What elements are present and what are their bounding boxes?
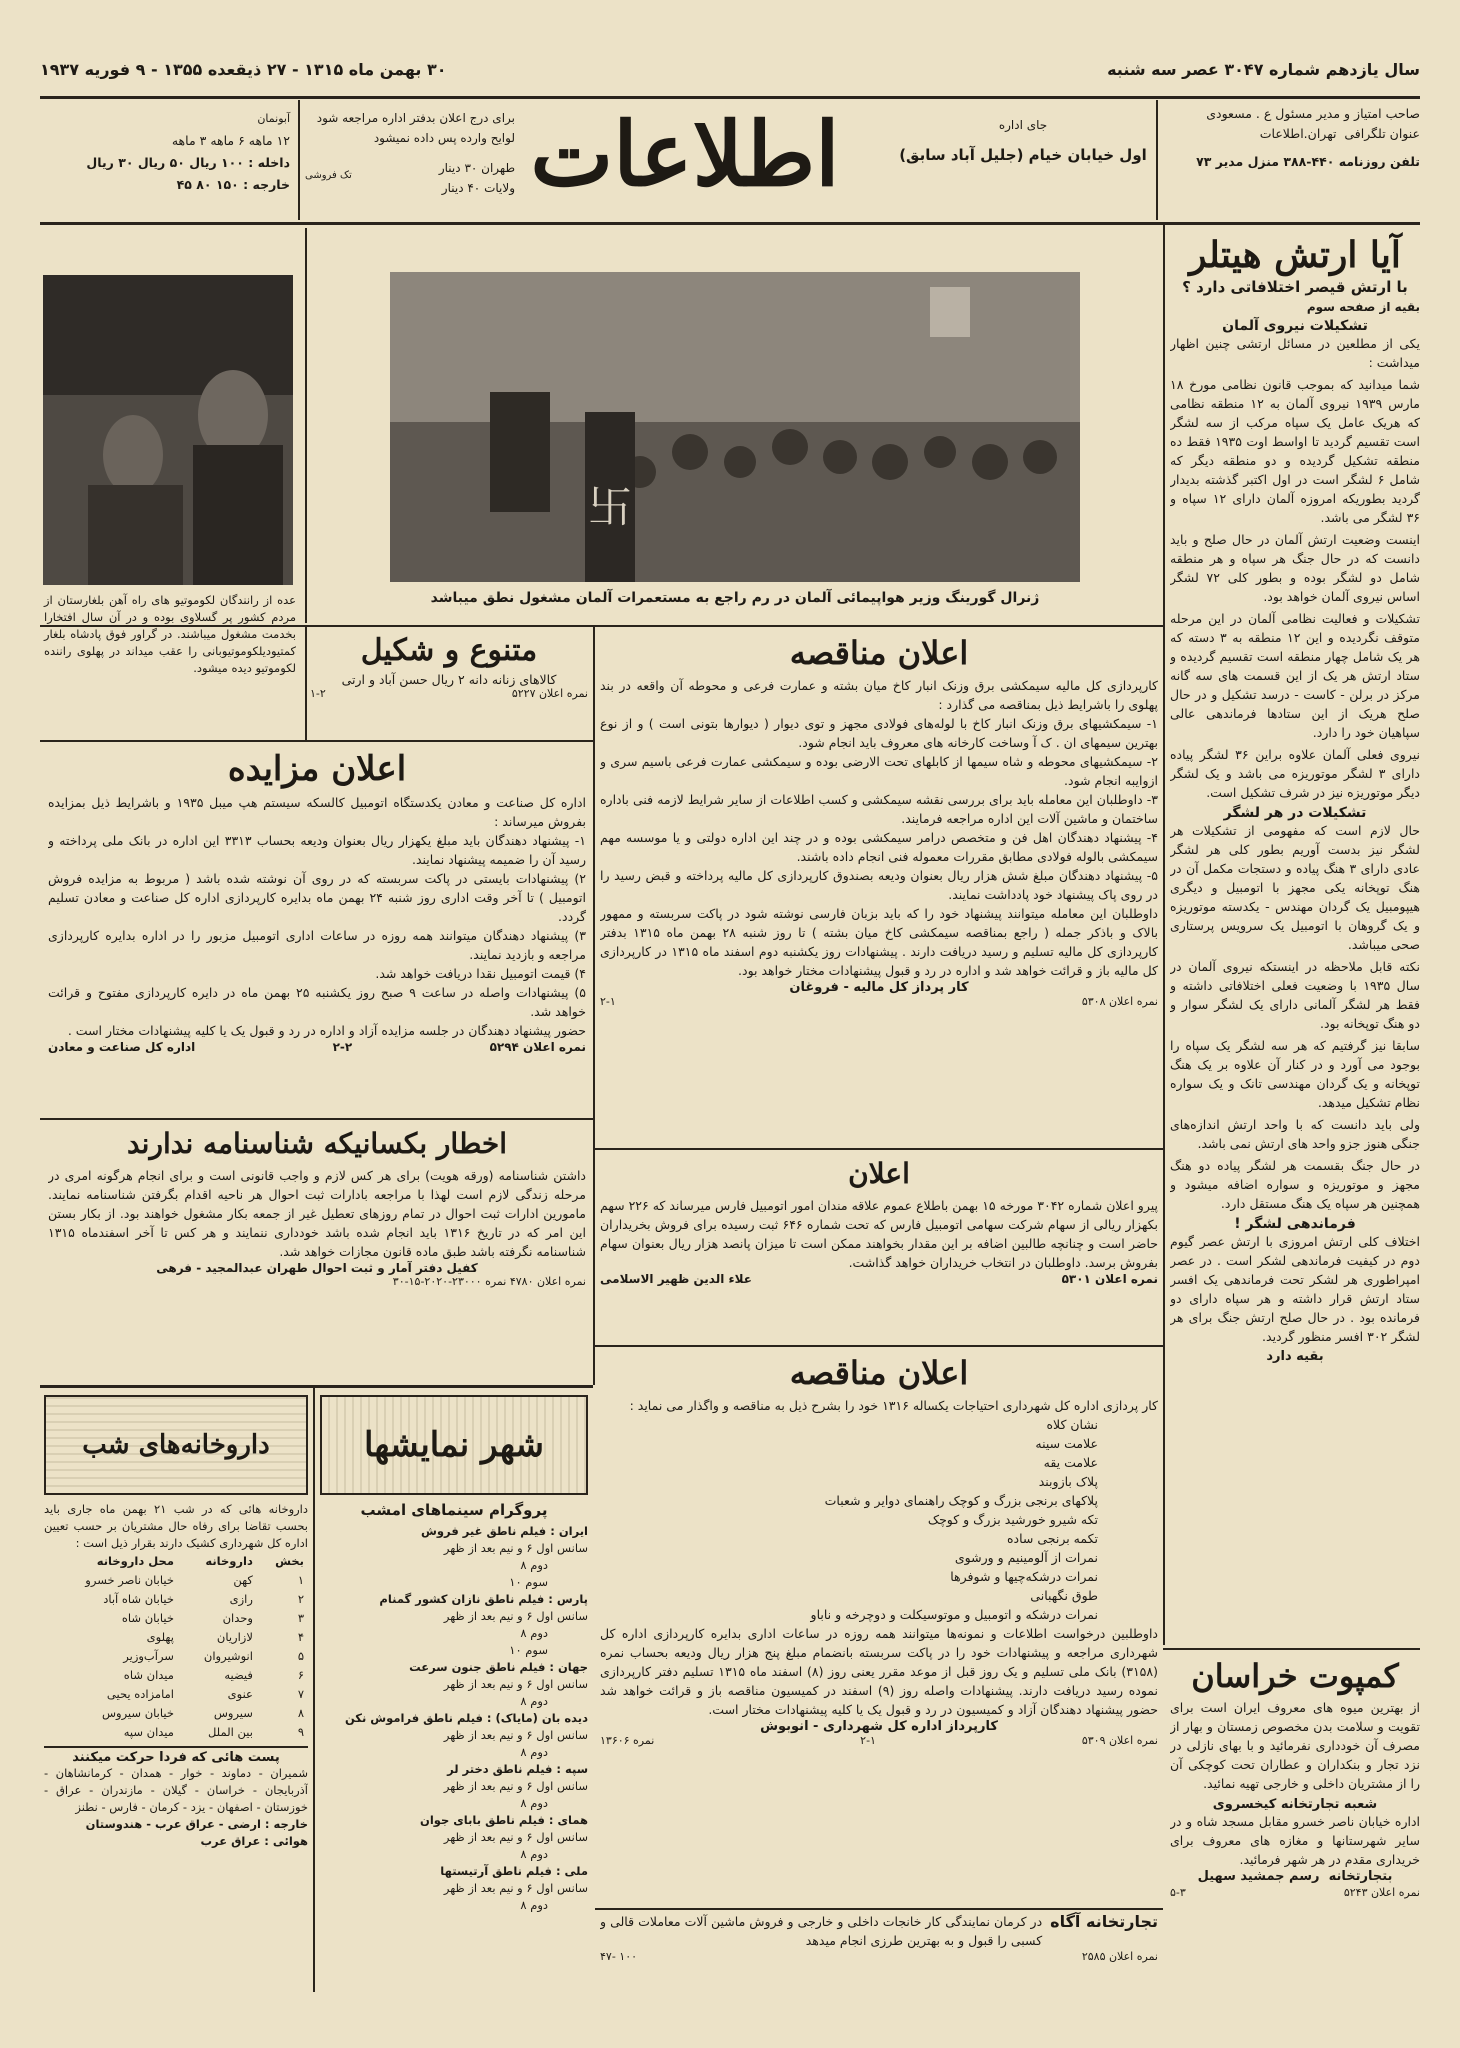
monaqese2-item: نمرات درشکه‌چیها و شوفرها [950, 1569, 1098, 1584]
monaqese1-title: اعلان مناقصه [789, 634, 969, 672]
sub-label: آبونمان [257, 112, 290, 125]
newspaper-title: اطلاعات [530, 102, 840, 206]
cinema-banner [320, 1395, 588, 1495]
cinema-title: پروگرام سینماهای امشب [360, 1501, 548, 1519]
agah-body: در کرمان نمایندگی کار خانجات داخلی و خارجی و فروش ماشین آلات معاملات قالی و کسبی را قبول و به بهترین طرزی انجام میدهد [600, 1914, 1043, 1948]
hitler-cont: بقیه از صفحه سوم [1306, 300, 1420, 314]
cinema-item: همای : فیلم ناطق بابای جوان سانس اول ۶ و نیم بعد از ظهر دوم ۸ [420, 1813, 588, 1861]
kompot-num: نمره اعلان ۵۲۴۳ [1343, 1886, 1420, 1899]
elan-title: اعلان [848, 1157, 910, 1190]
mozayede-item: ۵) پیشنهادات واصله در ساعت ۹ صبح روز یکشنبه ۲۵ بهمن ماه در دایره کارپردازی مفتوح و قرائت خواهد شد. [48, 985, 586, 1019]
monaqese2-item: نمرات درشکه و اتومبیل و موتوسیکلت و دوچرخه و ناباو [810, 1607, 1098, 1622]
table-row: ۶ فیضیه میدان شاه [123, 1668, 304, 1682]
hitler-p5: نیروی فعلی آلمان علاوه براین ۳۶ لشگر پیاده دارای ۳ لشگر موتوریزه می باشد و یک لشگر دیگر موتوریزه نیز در شرف تشکیل است. [1170, 747, 1420, 800]
kompot-branch-body: اداره خیابان ناصر خسرو مقابل مسجد شاه و در سایر شهرستانها و مغازه های معروف برای خریداری مقدم در هر شهر فرمائید. [1170, 1814, 1420, 1867]
hitler-p4: تشکیلات و فعالیت نظامی آلمان در این مرحله متوقف نگردیده و این ۱۲ منطقه به ۳ دسته که هر یک شامل چهار منطقه است تقسیم گردیده و ستاد ارتش هر یک از این قسمت های سه گانه مرکز در برلن - کاست - درسد تشکیل و در حال صلح هریک از این ستادها فرماندهی عالی سپاهیان خود را دارد. [1170, 611, 1420, 740]
motanavvo-code: ۱-۲ [310, 687, 326, 700]
sabt-num: نمره اعلان ۴۷۸۰ نمره ۲۳۰۰۰-۲۰۲۰-۱۵-۳۰ [392, 1275, 586, 1288]
table-row: ۵ انوشیروان سرآب‌وزیر [123, 1649, 304, 1663]
post-body: شمیران - دماوند - خوار - همدان - کرمانشاهان - آذربایجان - خراسان - گیلان - مازندران - عراق - خوزستان - اصفهان - یزد - کرمان - فارس - نطنز [44, 1766, 308, 1814]
monaqese2-intro: کار پردازی اداره کل شهرداری احتیاجات یکساله ۱۳۱۶ خود را بشرح ذیل به مناقصه و واگذار می نماید : [629, 1398, 1158, 1413]
hitler-p8: سابقا نیز گرفتیم که هر سه لشگر یک سپاه را بوجود می آورد و در کنار آن علاوه بر یک هنگ توپخانه و یک گردان مهندسی تانک و یک سواره نظام تشکیل میدهد. [1170, 1038, 1420, 1110]
monaqese2-item: نشان کلاه [1046, 1417, 1098, 1432]
table-row: ۴ لازاریان پهلوی [146, 1630, 304, 1644]
monaqese1-code: ۲-۱ [600, 995, 616, 1008]
motanavvo-num: نمره اعلان ۵۲۲۷ [511, 687, 588, 700]
date-line: ۳۰ بهمن ماه ۱۳۱۵ - ۲۷ ذیقعده ۱۳۵۵ - ۹ فوریه ۱۹۳۷ [40, 60, 447, 79]
svg-text:卐: 卐 [588, 482, 632, 533]
monaqese1-end: داوطلبان این معامله میتوانند پیشنهاد خود را که باید بزبان فارسی نوشته شود در پاکت سربسته و ممهور بالاک و باذکر جمله ( راجع بمناقصه سیمکشی کاخ میان بشته ) تا روز شنبه ۲۸ بهمن ماه ۱۳۱۵ بدفتر کارپردازی کل مالیه تسلیم و رسید دریافت دارند . پیشنهادات روز یکشنبه دوم اسفند ماه ۱۳۱۵ در کارپردازی کل مالیه باز و قرائت خواهد شد و اداره در رد و قبول پیشنهادات مختار خواهد بود. [600, 906, 1158, 978]
monaqese1-intro: کارپردازی کل مالیه سیمکشی برق وزنک انبار کاخ میان بشته و عمارت فرعی و محوطه آن واقعه در بند پهلوی را باشرایط ذیل بمناقصه می گذارد : [600, 678, 1158, 712]
monaqese2-code: ۲-۱ [860, 1734, 876, 1747]
pharmacy-box [44, 1395, 308, 1995]
mozayede-item: ۴) قیمت اتومبیل نقدا دریافت خواهد شد. [375, 966, 586, 981]
cinema-item: دیده بان (مایاک) : فیلم ناطق فراموش نکن سانس اول ۶ و نیم بعد از ظهر دوم ۸ [344, 1711, 588, 1759]
kompot-code: ۵-۳ [1170, 1886, 1186, 1899]
pharmacy-banner [44, 1395, 308, 1495]
masthead [40, 100, 1420, 222]
post-title: پست هائی که فردا حرکت میکنند [72, 1750, 280, 1765]
monaqese1-num: نمره اعلان ۵۳۰۸ [1081, 995, 1158, 1008]
monaqese2-num: نمره اعلان ۵۳۰۹ [1081, 1734, 1158, 1747]
hitler-p7: نکته قابل ملاحظه در اینستکه نیروی آلمان در سال ۱۹۳۵ با وضعیت فعلی اختلافاتی داشته و فقط هر لشگر آلمانی دارای یک لشگر سوار و دو هنگ توپخانه بود. [1170, 959, 1420, 1031]
phone: تلفن روزنامه ۴۴۰-۳۸۸ منزل مدیر ۷۳ [1196, 154, 1420, 169]
monaqese2-item: طوق نگهبانی [1030, 1588, 1098, 1603]
post-air: هوائی : عراق عرب [200, 1834, 308, 1848]
single-price-2: ولایات ۴۰ دینار [441, 181, 515, 195]
monaqese1-item: ۳- داوطلبان این معامله باید برای بررسی نقشه سیمکشی و کسب اطلاعات از سایر شرایط لازمه فنی باداره ساختمان و ماشین آلات این اداره مراجعه فرمایند. [600, 792, 1158, 826]
monaqese2-body: داوطلبین درخواست اطلاعات و نمونه‌ها میتوانند همه روزه در ساعات اداری بدایره کارپردازی اداره کل شهرداری مراجعه و پیشنهادات خود را در پاکت سربسته بانضمام مبلغ پنج هزار ریال ودیعه بحساب نمره (۳۱۵۸) بانک ملی تسلیم و یک روز قبل از موعد مقرر یعنی روز (۸) اسفند ماه ۱۳۱۵ تسلیم دفتر کارپردازی نموده رسید دریافت دارند. پیشنهادات واصله روز (۹) اسفند در کمیسیون مناقصه باز و قرائت خواهد شد حضور پیشنهاد دهندگان آزاد و کمیسیون در رد و قبول یک یا کلیه پیشنهادات مختار است. [600, 1626, 1158, 1717]
office-label: جای اداره [998, 118, 1048, 132]
hitler-title: آیا ارتش هیتلر [1189, 234, 1401, 276]
monaqese1-item: ۱- سیمکشیهای برق وزنک انبار کاخ با لوله‌های فولادی مجهز و توی دیوار ( دیوارها بتونی است ) و از نوع بهترین سیمهای ان . ک آ وساخت کارخانه های معروف باید انجام شود. [600, 716, 1158, 750]
sub-cols: ۱۲ ماهه ۶ ماهه ۳ ماهه [171, 133, 290, 148]
sabt-sign: کفیل دفتر آمار و ثبت احوال طهران عبدالمجید - فرهی [156, 1261, 478, 1275]
elan-sign: علاء الدین ظهیر الاسلامی [600, 1272, 752, 1286]
kompot-sign: بتجارتخانه ‌ رسم جمشید سهیل [1197, 1869, 1393, 1884]
monaqese2-sign: کارپرداز اداره کل شهرداری - انوبوش [760, 1719, 998, 1734]
post-foreign: خارجه : ارضی - عراق عرب - هندوستان [85, 1817, 308, 1831]
agah-num: نمره اعلان ۲۵۸۵ [1081, 1950, 1158, 1963]
mozayede-end: حضور پیشنهاد دهندگان در جلسه مزایده آزاد و اداره در رد و قبول یک یا کلیه پیشنهادات مختار است . [67, 1023, 586, 1038]
loco-photo [43, 275, 293, 585]
pharmacy-intro: داروخانه هائی که در شب ۲۱ بهمن ماه جاری باید بحسب تقاضا برای رفاه حال مشتریان بر حسب تعیین اداره کل شهرداری کشیک دارند بقرار ذیل است : [44, 1502, 308, 1550]
goering-photo-box [310, 228, 1160, 623]
elan-ad [600, 1152, 1158, 1342]
telegraph-label: عنوان تلگرافی [1344, 126, 1420, 141]
goering-caption: ژنرال گورینگ وزیر هواپیمائی آلمان در رم راجع به مستعمرات آلمان مشغول نطق میباشد [430, 590, 1040, 606]
sabt-title: اخطار بکسانیکه شناسنامه ندارند [126, 1127, 507, 1160]
mozayede-num: نمره اعلان ۵۲۹۴ [489, 1040, 586, 1054]
hitler-p11: اختلاف کلی ارتش امروزی با ارتش عصر گیوم دوم در کیفیت فرماندهی لشکر است . در عصر امپراطوری هر لشکر تحت فرماندهی یک افسر ستاد ارتش قرار داشته و هر سپاه دارای دو فرمانده بود . در حال صلح ارتش جنگ برای هر لشگر ۳۰۲ افسر منظور گردید. [1170, 1234, 1420, 1344]
hitler-subtitle: با ارتش قیصر اختلافاتی دارد ؟ [1182, 278, 1408, 296]
monaqese1-item: ۲- سیمکشیهای محوطه و شاه سیمها از کابلهای تحت الارضی بوده و سیمکشی عمارت فرعی باسیم سری و ازوایبه انجام شود. [600, 754, 1158, 788]
hitler-more: بقیه دارد [1266, 1349, 1324, 1364]
ad-note2: لوایح وارده پس داده نمیشود [373, 131, 515, 145]
elan-num: نمره اعلان ۵۳۰۱ [1061, 1272, 1158, 1286]
cinema-item: ملی : فیلم ناطق آرتیستها سانس اول ۶ و نیم بعد از ظهر دوم ۸ [440, 1864, 588, 1912]
kompot-body: از بهترین میوه های معروف ایران است برای تقویت و سلامت بدن مخصوص زمستان و بهار از مصرف آن خودداری نفرمائید و با بهای نازلی در نزد تجار و بنکداران و عطاران تحت کوچکی آن را از مشتریان داخلی و خارجی تهیه نمائید. [1170, 1700, 1420, 1791]
goering-photo [390, 272, 1080, 582]
monaqese2-ref: نمره ۱۳۶۰۶ [600, 1734, 655, 1747]
hitler-article [1170, 232, 1420, 1642]
hitler-p10: در حال جنگ بقسمت هر لشگر پیاده دو هنگ مجهز و موتوریزه و سواره اضافه میشود و همچنین هر سپاه یک هنگ مستقل دارد. [1170, 1158, 1420, 1211]
monaqese2-item: علامت یقه [1043, 1455, 1098, 1470]
monaqese2-item: تکمه برنجی ساده [1007, 1531, 1098, 1546]
agah-ad [600, 1912, 1158, 1992]
monaqese1-ad [600, 630, 1158, 1145]
mozayede-title: اعلان مزایده [227, 749, 407, 789]
hitler-sec2: تشکیلات در هر لشگر [1223, 805, 1367, 821]
cinema-item: ایران : فیلم ناطق غیر فروش سانس اول ۶ و نیم بعد از ظهر دوم ۸ سوم ۱۰ [421, 1524, 588, 1589]
table-row: ۹ بین الملل میدان سپه [123, 1725, 304, 1739]
pharmacy-table [44, 1552, 308, 1742]
masthead-owner-box [1170, 104, 1420, 172]
monaqese2-item: پلاکهای برنجی بزرگ و کوچک راهنمای دوایر و شعبات [824, 1493, 1098, 1508]
cinema-item: جهان : فیلم ناطق جنون سرعت سانس اول ۶ و نیم بعد از ظهر دوم ۸ [409, 1660, 588, 1708]
table-row: ۳ وحدان خیابان شاه [121, 1611, 304, 1625]
hitler-sec3: فرماندهی لشگر ! [1234, 1216, 1356, 1232]
subscription-box [40, 108, 290, 196]
hitler-p1: یکی از مطلعین در مسائل ارتشی چنین اظهار میداشت : [1170, 336, 1420, 370]
table-row: ۱ کهن خیابان ناصر خسرو [85, 1573, 304, 1587]
mozayede-sign: اداره کل صناعت و معادن [48, 1040, 196, 1054]
mozayede-code: ۲-۲ [332, 1040, 353, 1054]
single-label: تک فروشی [305, 170, 352, 181]
table-header: بخش داروخانه محل داروخانه [96, 1554, 304, 1568]
kompot-ad [1170, 1654, 1420, 1994]
single-price-1: طهران ۳۰ دینار [438, 161, 515, 175]
agah-title: تجارتخانه آگاه [1050, 1912, 1158, 1931]
monaqese2-item: تکه شیرو خورشید بزرگ و کوچک [927, 1512, 1098, 1527]
loco-caption: عده از رانندگان لکوموتیو های راه آهن بلغارستان از مردم کشور پر گسلاوی بوده و در آن سال افتخارا بخدمت مشغول میباشند. در گراور فوق پادشاه بلغار کمتیودیلکوموتیوبانی را عقب میداند در پهلوی راننده لکوموتیو دیده میشود. [44, 593, 296, 675]
top-strip [40, 54, 1420, 88]
mozayede-item: ۳) پیشنهاد دهندگان میتوانند همه روزه در ساعات اداری اتومبیل مزبور را در اداره بدایره کارپردازی مراجعه و بازدید نمایند. [48, 928, 586, 962]
kompot-title: کمپوت خراسان [1191, 1657, 1399, 1695]
monaqese2-item: پلاک بازوبند [1038, 1474, 1098, 1489]
hitler-p2: شما میدانید که بموجب قانون نظامی مورخ ۱۸ مارس ۱۹۳۹ نیروی آلمان به ۱۲ منطقه نظامی که هریک عامل یک سپاه مرکب از سه لشگر است تقسیم گردید تا اواسط اوت ۱۹۳۵ فقط ده منطقه تشکیل گردیده و دو منطقه دیگر که شامل ۶ لشگر است در اول اکتبر گذشته بدیدار گردید بطوریکه امروزه آلمان دارای ۱۲ سپاه و ۳۶ لشگر می باشد. [1170, 377, 1420, 525]
cinema-item: پارس : فیلم ناطق نازان کشور گمنام سانس اول ۶ و نیم بعد از ظهر دوم ۸ سوم ۱۰ [379, 1592, 588, 1657]
table-row: ۸ سیروس خیابان سیروس [102, 1706, 304, 1720]
office-box [898, 118, 1148, 164]
mozayede-intro: اداره کل صناعت و معادن یکدستگاه اتومبیل کالسکه سیستم هپ میبل ۱۹۳۵ و باشرایط ذیل بمزایده بفروش میرساند : [48, 795, 586, 829]
motanavvo-ad [310, 630, 588, 730]
pharmacy-banner-text: داروخانه‌های شب [82, 1430, 270, 1460]
issue-line: سال یازدهم شماره ۳۰۴۷ عصر سه شنبه [1107, 60, 1420, 79]
sabt-ad [48, 1122, 586, 1382]
locomotive-illustration [43, 275, 293, 585]
ad-note: برای درج اعلان بدفتر اداره مراجعه شود [316, 111, 515, 125]
agah-code: ۱۰۰ -۴۷ [600, 1950, 638, 1963]
monaqese1-sign: کار پرداز کل مالیه - فروغان [789, 980, 969, 995]
sub-domestic: داخله : ۱۰۰ ریال ۵۰ ریال ۳۰ ریال [86, 155, 290, 170]
monaqese2-ad [600, 1350, 1158, 1905]
owner: صاحب امتیاز و مدیر مسئول ع . مسعودی [1206, 106, 1420, 121]
monaqese2-title: اعلان مناقصه [789, 1354, 969, 1392]
table-row: ۷ عنوی امامزاده یحیی [106, 1687, 304, 1701]
office-address: اول خیابان خیام (جلیل آباد سابق) [899, 146, 1147, 164]
loco-box [40, 270, 300, 740]
hitler-p3: اینست وضعیت ارتش آلمان در حال صلح و باید دانست که در حال جنگ هر سپاه و هر منطقه شامل دو لشگر بوده و بطور کلی ۷۲ لشگر اساس نیروی آلمان خواهد بود. [1170, 532, 1420, 604]
hitler-p6: حال لازم است که مفهومی از تشکیلات هر لشگر نیز بدست آوریم بطور کلی هر لشگر عادی دارای ۳ هنگ پیاده و دستجات مکمل آن در هنگ توپخانه یکی مجهز با اتومبیل و دیگری هیپومبیل یک گردان مهندس - یکدسته موتوریزه و یک گروهان با اتومبیل یک سرویس پرستاری صحی میباشد. [1170, 823, 1420, 952]
monaqese1-item: ۴- پیشنهاد دهندگان اهل فن و متخصص درامر سیمکشی بوده و در چند این اداره دولتی و یا موسسه مهم سیمکشی بالوله فولادی مطابق مقررات معموله فنی انجام داده باشند. [600, 830, 1158, 864]
ad-note-box [305, 108, 515, 198]
table-row: ۲ رازی خیابان شاه آباد [103, 1592, 304, 1606]
kompot-branch: شعبه تجارتخانه کیخسروی [1212, 1797, 1378, 1812]
cinema-banner-text: شهر نمایشها [363, 1425, 545, 1465]
cinema-item: سپه : فیلم ناطق دختر لر سانس اول ۶ و نیم بعد از ظهر دوم ۸ [443, 1762, 588, 1810]
sub-foreign: خارجه : ۱۵۰ ۸۰ ۴۵ [176, 177, 290, 192]
mozayede-item: ۱- پیشنهاد دهندگان باید مبلغ یکهزار ریال بعنوان ودیعه بحساب ۳۳۱۳ این اداره در بانک ملی پرداخته و رسید آن را ضمیمه پیشنهاد نمایند. [48, 833, 586, 867]
hitler-p9: ولی باید دانست که با واحد ارتش اندازه‌های جنگی هنوز جزو واحد های ارتش نمی باشد. [1170, 1117, 1420, 1151]
mozayede-item: ۲) پیشنهادات بایستی در پاکت سربسته که در روی آن نوشته شده باشد ( مربوط به مزایده فروش اتومبیل ) تا آخر وقت اداری روز شنبه ۲۴ بهمن ماه بدایره کارپردازی اداره کل صناعت و معادن تسلیم گردد. [48, 871, 586, 924]
monaqese2-item: علامت سینه [1035, 1436, 1098, 1451]
monaqese1-item: ۵- پیشنهاد دهندگان مبلغ شش هزار ریال بعنوان ودیعه بصندوق کارپردازی کل مالیه پرداخته و قبض رسید را در روی پاک پیشنهاد خود پادداشت نمایند. [600, 868, 1158, 902]
telegraph-value: تهران.اطلاعات [1259, 126, 1337, 141]
mozayede-ad [48, 745, 586, 1115]
crowd-illustration [390, 272, 1080, 582]
motanavvo-title: متنوع و شکیل [360, 633, 538, 668]
hitler-sec1: تشکیلات نیروی آلمان [1222, 318, 1368, 334]
cinema-box [320, 1395, 588, 1995]
sabt-body: داشتن شناسنامه (ورقه هویت) برای هر کس لازم و واجب قانونی است و برای انجام هرگونه امری در مرحله زندگی لازم است لهذا با مراجعه بادارات ثبت احوال هر ناحیه اقدام بگرفتن شناسنامه نمایند. مامورین ادارات ثبت احوال در تمام روزهای تعطیل غیر از جمعه بکار مشغول خواهند بود. از بکار بستن این امر که در تاریخ ۱۳۱۶ باید انجام شده باشد خودداری ننمایند و هر کس تا آخر اسفندماه ۱۳۱۵ شناسنامه نگرفته باشد طبق ماده قانون مجازات خواهد شد. [48, 1168, 586, 1259]
monaqese2-item: نمرات از آلومینیم و ورشوی [954, 1550, 1098, 1565]
motanavvo-body: کالاهای زنانه دانه ۲ ریال حسن آباد و ارتی [341, 672, 557, 687]
elan-body: پیرو اعلان شماره ۳۰۴۲ مورخه ۱۵ بهمن باطلاع عموم علاقه مندان امور اتومبیل فارس میرساند که ۲۲۶ سهم بکهزار ریالی از سهام شرکت سهامی اتومبیل فارس که تحت شماره ۶۴۶ ثبت رسیده برای فروش بخریداران حاضر است و چنانچه طالبین اضافه بر این مقدار بخواهند ممکن است تا میزان پانصد هزار ریال بعنوان سهام بفروش برسد. داوطلبان در انتخاب خریداران خواهد گذاشت. [600, 1198, 1158, 1270]
